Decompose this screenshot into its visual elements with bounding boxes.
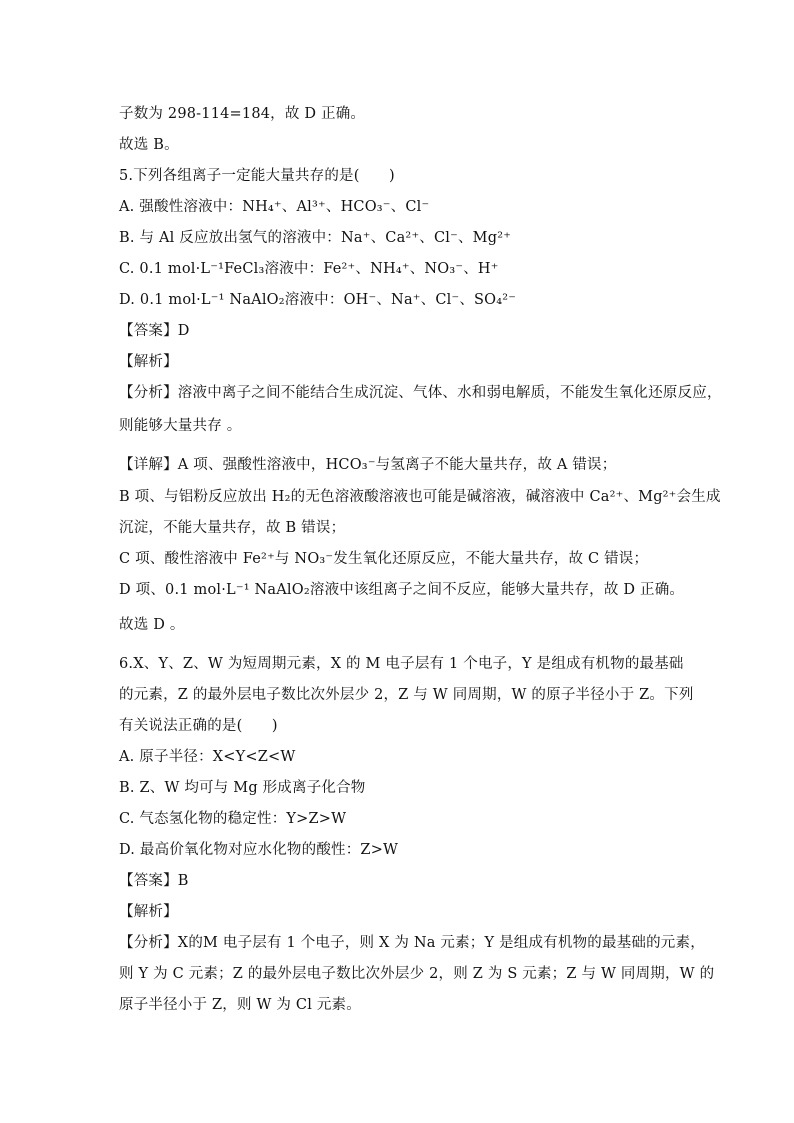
q5-analysis-text: 则能够大量共存 。 — [119, 418, 242, 434]
q5-option-a: A. 强酸性溶液中：NH₄⁺、Al³⁺、HCO₃⁻、Cl⁻ — [119, 199, 430, 215]
q5-detail-text: D 项、0.1 mol·L⁻¹ NaAlO₂溶液中该组离子之间不反应，能够大量共存，故 D 正确。 — [119, 582, 685, 598]
q6-answer: 【答案】B — [119, 873, 189, 889]
q6-option-c: C. 气态氢化物的稳定性：Y>Z>W — [119, 811, 347, 827]
q5-detail-text: B 项、与铝粉反应放出 H₂的无色溶液酸溶液也可能是碱溶液，碱溶液中 Ca²⁺、Mg²⁺会生成 — [119, 489, 721, 505]
question-5-stem: 5.下列各组离子一定能大量共存的是( ) — [119, 168, 395, 184]
q5-analysis-text: 【分析】溶液中离子之间不能结合生成沉淀、气体、水和弱电解质，不能发生氧化还原反应， — [119, 385, 722, 401]
q6-analysis-text: 【分析】X的M 电子层有 1 个电子，则 X 为 Na 元素；Y 是组成有机物的最基础的元素， — [119, 935, 705, 951]
text-line: 子数为 298-114=184，故 D 正确。 — [119, 106, 366, 122]
q5-option-b: B. 与 Al 反应放出氢气的溶液中：Na⁺、Ca²⁺、Cl⁻、Mg²⁺ — [119, 230, 512, 246]
question-6-stem: 的元素，Z 的最外层电子数比次外层少 2，Z 与 W 同周期，W 的原子半径小于 Z。下列 — [119, 687, 694, 703]
q6-analysis-text: 则 Y 为 C 元素；Z 的最外层电子数比次外层少 2，则 Z 为 S 元素；Z 与 W 同周期，W 的 — [119, 966, 715, 982]
q5-option-c: C. 0.1 mol·L⁻¹FeCl₃溶液中：Fe²⁺、NH₄⁺、NO₃⁻、H⁺ — [119, 261, 499, 277]
q5-detail-text: C 项、酸性溶液中 Fe²⁺与 NO₃⁻发生氧化还原反应，不能大量共存，故 C 错误； — [119, 551, 649, 567]
q5-analysis-heading: 【解析】 — [119, 354, 178, 370]
question-6-stem: 6.X、Y、Z、W 为短周期元素，X 的 M 电子层有 1 个电子，Y 是组成有机物的最基础 — [119, 656, 684, 672]
question-6-stem: 有关说法正确的是( ) — [119, 718, 278, 734]
q6-option-a: A. 原子半径：X<Y<Z<W — [119, 749, 296, 765]
q5-conclusion: 故选 D 。 — [119, 617, 185, 633]
q6-option-b: B. Z、W 均可与 Mg 形成离子化合物 — [119, 780, 366, 796]
q5-option-d: D. 0.1 mol·L⁻¹ NaAlO₂溶液中：OH⁻、Na⁺、Cl⁻、SO₄²⁻ — [119, 292, 517, 308]
q6-analysis-text: 原子半径小于 Z，则 W 为 Cl 元素。 — [119, 997, 361, 1013]
q5-detail-text: 【详解】A 项、强酸性溶液中，HCO₃⁻与氢离子不能大量共存，故 A 错误； — [119, 457, 617, 473]
text-line: 故选 B。 — [119, 137, 179, 153]
q6-analysis-heading: 【解析】 — [119, 904, 178, 920]
q6-option-d: D. 最高价氧化物对应水化物的酸性：Z>W — [119, 842, 399, 858]
q5-detail-text: 沉淀，不能大量共存，故 B 错误； — [119, 520, 346, 536]
q5-answer: 【答案】D — [119, 323, 190, 339]
